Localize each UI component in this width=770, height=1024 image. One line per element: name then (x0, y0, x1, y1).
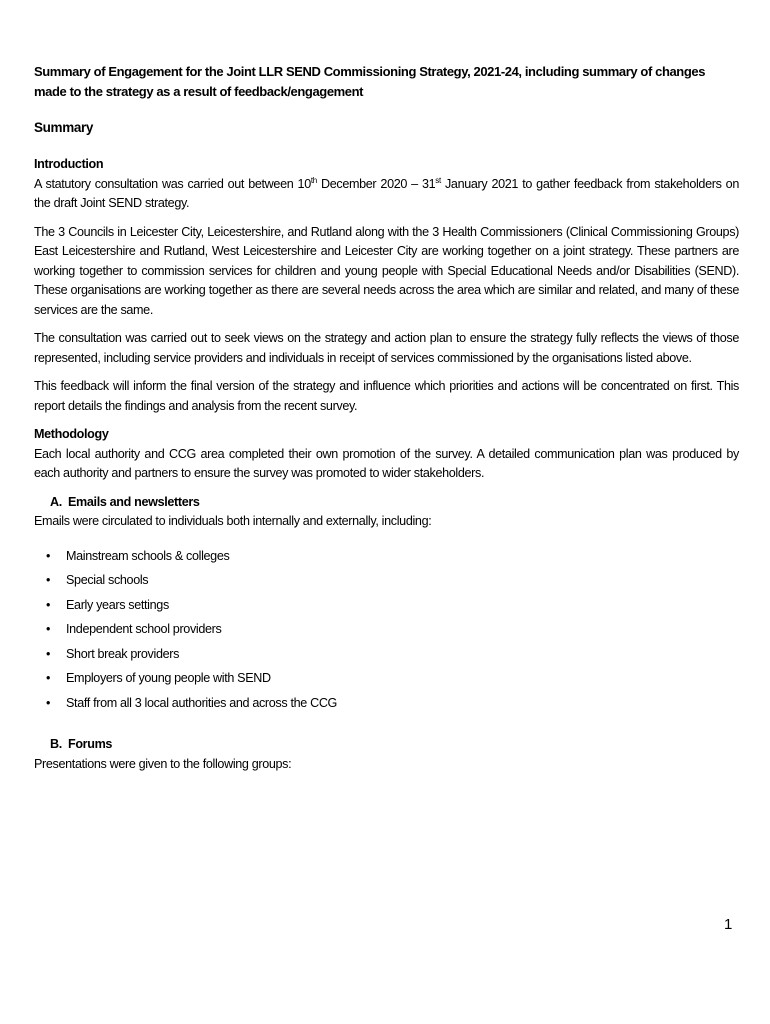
introduction-paragraph-1 (34, 175, 739, 214)
document-page (34, 62, 739, 775)
section-b-letter: B. (50, 737, 62, 752)
page-number: 1 (724, 916, 733, 933)
list-item: • Independent school providers (34, 617, 739, 642)
email-recipients-list (34, 544, 739, 716)
introduction-paragraph-3: The consultation was carried out to seek views on the strategy and action plan to ensure the strategy fully reflects the views of those represented, including service providers and individuals in receipt of services commissioned by the organisations listed above. (34, 331, 739, 365)
document-title: Summary of Engagement for the Joint LLR SEND Commissioning Strategy, 2021-24, including summary of changes made to the strategy as a result of feedback/engagement (34, 64, 706, 100)
section-b-intro: Presentations were given to the following groups: (34, 756, 292, 771)
list-item: • Employers of young people with SEND (34, 666, 739, 691)
section-a-letter: A. (50, 494, 62, 509)
section-a-intro: Emails were circulated to individuals both internally and externally, including: (34, 514, 432, 529)
list-item: • Early years settings (34, 593, 739, 618)
introduction-paragraph-4: This feedback will inform the final version of the strategy and influence which priorities and actions will be concentrated on first. This report details the findings and analysis from the recent survey. (34, 379, 739, 413)
intro-p1-sup-st: st (435, 175, 441, 185)
introduction-paragraph-2: The 3 Councils in Leicester City, Leicestershire, and Rutland along with the 3 Health Commissioners (Clinical Commissioning Groups) East Leicestershire and Rutland, West Leicestershire and Leicester City are working together on a joint strategy. These partners are working together to commission services for children and young people with Special Educational Needs and/or Disabilities (SEND). These organisations are working together as there are several needs across the area which are similar and related, and many of these services are the same. (34, 224, 739, 317)
summary-heading: Summary (34, 120, 94, 136)
intro-p1-text-b: December 2020 – 31 (316, 176, 436, 191)
introduction-heading: Introduction (34, 157, 104, 172)
section-a-heading (34, 493, 739, 513)
intro-p1-text-a: A statutory consultation was carried out between 10 (34, 176, 311, 191)
list-item: • Mainstream schools & colleges (34, 544, 739, 569)
section-b-title: Forums (68, 737, 113, 752)
list-item: • Short break providers (34, 642, 739, 667)
section-a-title: Emails and newsletters (68, 494, 200, 509)
methodology-paragraph-1: Each local authority and CCG area completed their own promotion of the survey. A detailed communication plan was produced by each authority and partners to ensure the survey was promoted to wider stakeholders. (34, 446, 739, 481)
intro-p1-text-c: January 2021 to gather feedback from stakeholders on the draft Joint SEND strategy. (34, 176, 739, 211)
list-item: • Special schools (34, 568, 739, 593)
list-item: • Staff from all 3 local authorities and across the CCG (34, 691, 739, 716)
intro-p1-sup-th: th (310, 175, 317, 185)
section-b-heading (34, 735, 739, 755)
methodology-heading: Methodology (34, 427, 109, 442)
